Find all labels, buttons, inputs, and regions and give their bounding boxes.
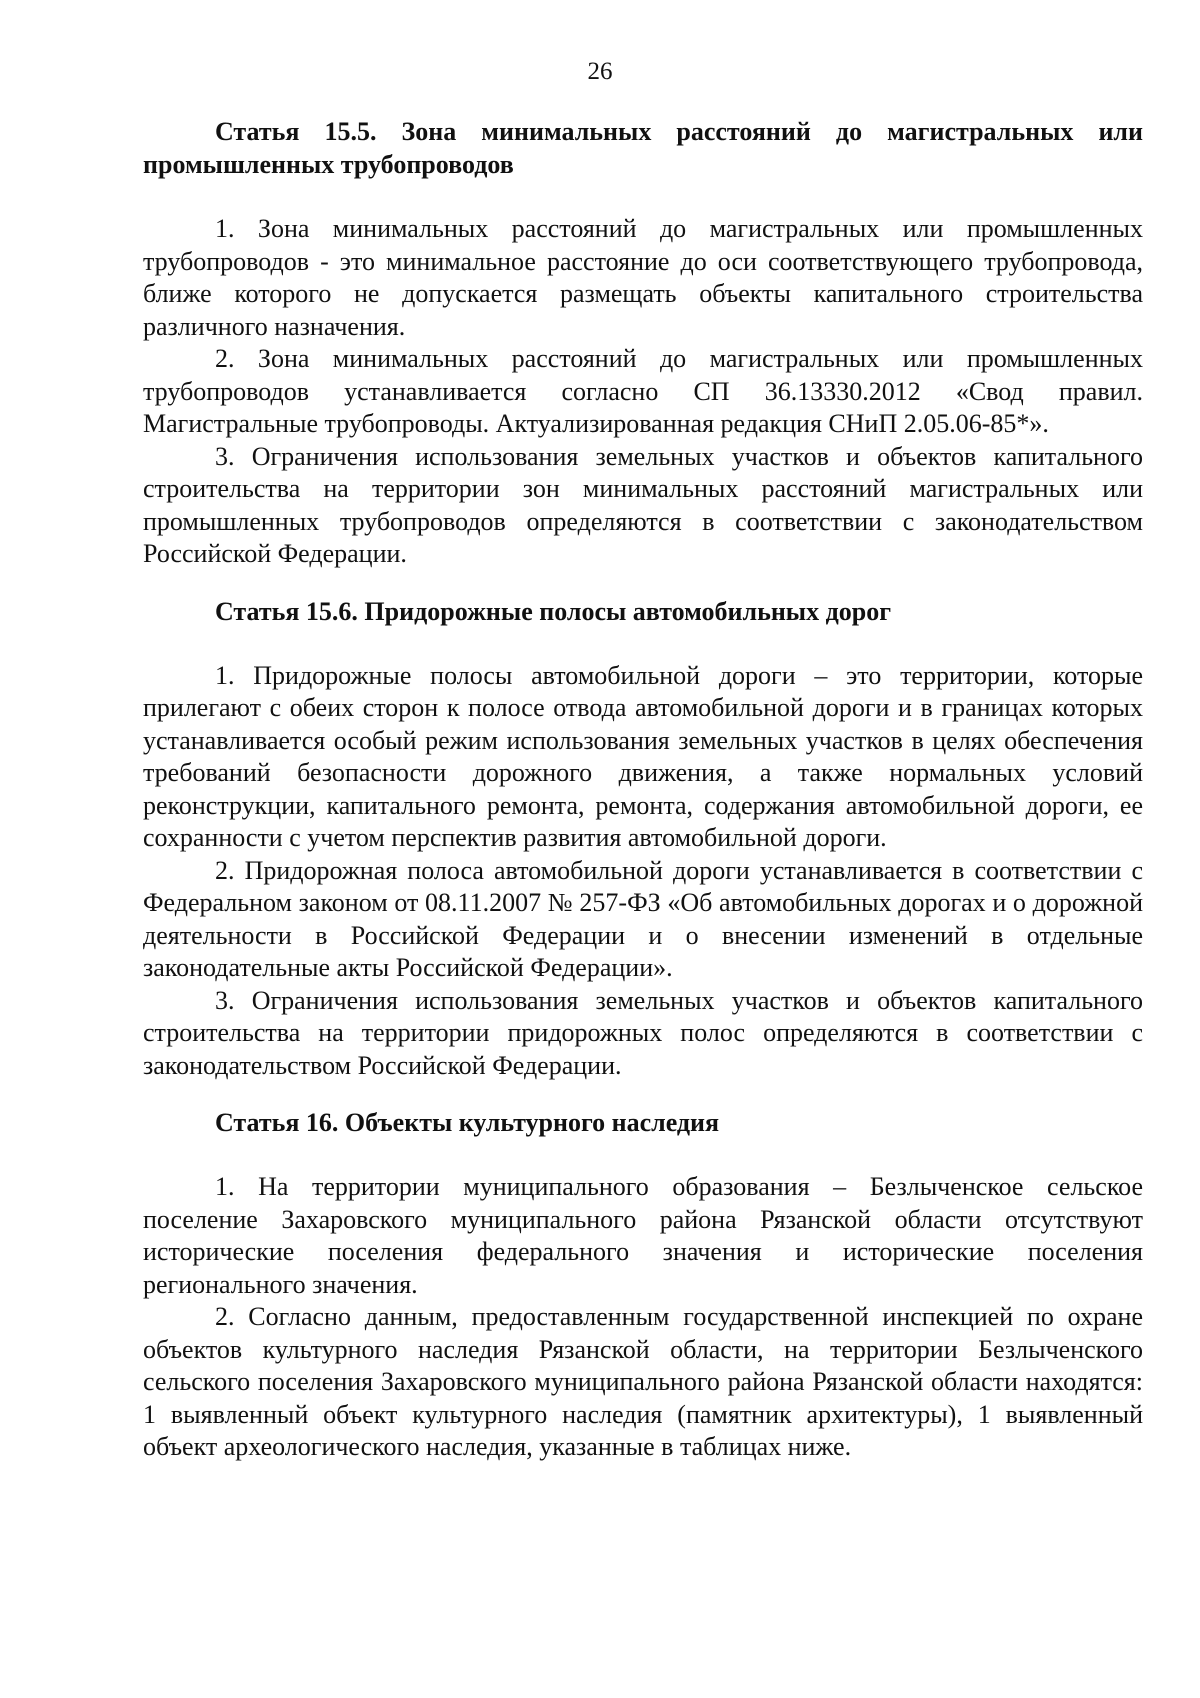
- paragraph: 3. Ограничения использования земельных участков и объектов капитального строительства на территории зон минимальных расстояний магистральных или промышленных трубопроводов определяются в соответствии с законодательством Российской Федерации.: [143, 441, 1143, 568]
- paragraph: 1. Придорожные полосы автомобильной дороги – это территории, которые прилегают с обеих сторон к полосе отвода автомобильной дороги и в границах которых устанавливается особый режим использования земельных участков в целях обеспечения требований безопасности дорожного движения, а также нормальных условий реконструкции, капитального ремонта, ремонта, содержания автомобильной дороги, ее сохранности с учетом перспектив развития автомобильной дороги.: [143, 660, 1143, 852]
- spacer: [143, 1082, 1143, 1106]
- section-heading: Статья 15.6. Придорожные полосы автомобильных дорог: [215, 596, 892, 626]
- paragraph: 2. Придорожная полоса автомобильной дороги устанавливается в соответствии с Федеральном законом от 08.11.2007 № 257-ФЗ «Об автомобильных дорогах и о дорожной деятельности в Российской Федерации и о внесении изменений в отдельные законодательные акты Российской Федерации».: [143, 855, 1143, 982]
- paragraph: 3. Ограничения использования земельных участков и объектов капитального строительства на территории придорожных полос определяются в соответствии с законодательством Российской Федерации.: [143, 985, 1143, 1080]
- section-15-5: [143, 115, 1143, 571]
- paragraph: 2. Согласно данным, предоставленным государственной инспекцией по охране объектов культурного наследия Рязанской области, на территории Безлыченского сельского поселения Захаровского муниципального района Рязанской области находятся: 1 выявленный объект культурного наследия (памятник архитектуры), 1 выявленный объект археологического наследия, указанные в таблицах ниже.: [143, 1302, 1143, 1461]
- section-16: [143, 1106, 1143, 1464]
- paragraph: 1. На территории муниципального образования – Безлыченское сельское поселение Захаровского муниципального района Рязанской области отсутствуют исторические поселения федерального значения и исторические поселения регионального значения.: [143, 1172, 1143, 1299]
- spacer: [143, 628, 1143, 660]
- page-number: 26: [587, 58, 613, 85]
- spacer: [143, 1139, 1143, 1171]
- paragraph: 1. Зона минимальных расстояний до магистральных или промышленных трубопроводов - это минимальное расстояние до оси соответствующего трубопровода, ближе которого не допускается размещать объекты капитального строительства различного назначения.: [143, 214, 1143, 341]
- section-heading: Статья 15.5. Зона минимальных расстояний до магистральных или промышленных трубопроводов: [143, 117, 1143, 179]
- spacer: [143, 181, 1143, 213]
- paragraph: 2. Зона минимальных расстояний до магистральных или промышленных трубопроводов устанавливается согласно СП 36.13330.2012 «Свод правил. Магистральные трубопроводы. Актуализированная редакция СНиП 2.05.06-85*».: [143, 344, 1143, 438]
- spacer: [143, 571, 1143, 595]
- section-heading: Статья 16. Объекты культурного наследия: [215, 1108, 720, 1137]
- section-15-6: [143, 595, 1143, 1083]
- document-body: [143, 115, 1143, 1464]
